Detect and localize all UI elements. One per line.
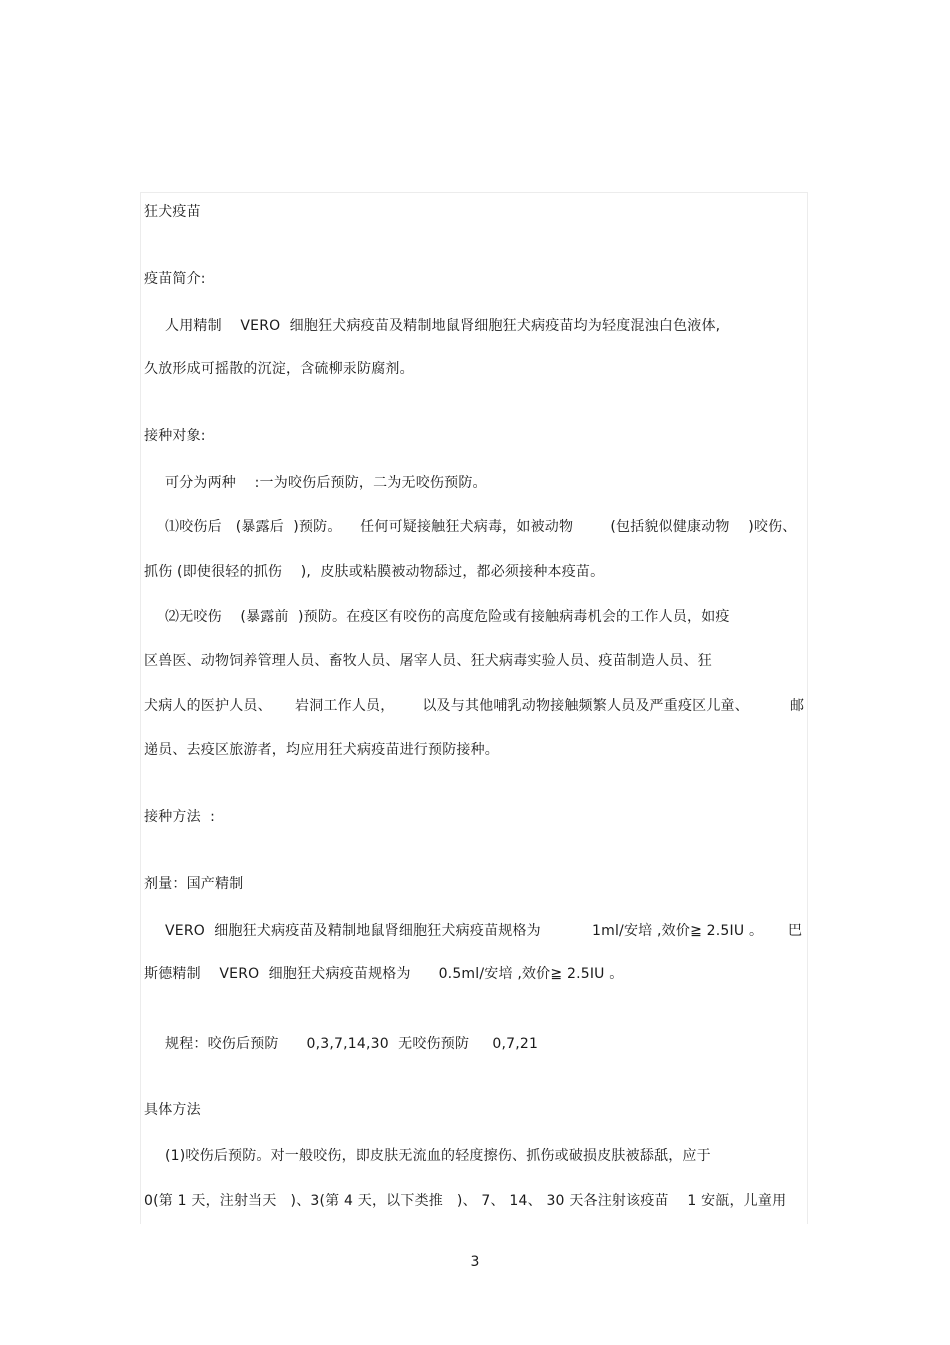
target-line: 抓伤 (即使很轻的抓伤 ), 皮肤或粘膜被动物舔过，都必须接种本疫苗。 [144, 564, 605, 580]
target-line: 犬病人的医护人员、 岩洞工作人员， 以及与其他哺乳动物接触频繁人员及严重疫区儿童、 [144, 698, 749, 714]
intro-line: 人用精制 VERO 细胞狂犬病疫苗及精制地鼠肾细胞狂犬病疫苗均为轻度混浊白色液体, [165, 318, 721, 334]
dose-line-end: 巴 [788, 923, 803, 939]
page-number: 3 [470, 1254, 480, 1270]
specific-line: 0(第 1 天，注射当天 )、3(第 4 天，以下类推 )、 7、 14、 30 天各注射该疫苗 1 安瓿，儿童用 [144, 1193, 787, 1209]
target-line: ⑵无咬伤 (暴露前 )预防。在疫区有咬伤的高度危险或有接触病毒机会的工作人员，如疫 [165, 609, 730, 625]
specific-line: (1)咬伤后预防。对一般咬伤，即皮肤无流血的轻度擦伤、抓伤或破损皮肤被舔舐，应于 [165, 1148, 711, 1164]
target-line: ⑴咬伤后 (暴露后 )预防。 任何可疑接触狂犬病毒，如被动物 (包括貌似健康动物 )咬伤、 [165, 519, 797, 535]
intro-line: 久放形成可摇散的沉淀，含硫柳汞防腐剂。 [144, 361, 414, 377]
target-line: 区兽医、动物饲养管理人员、畜牧人员、屠宰人员、狂犬病毒实验人员、疫苗制造人员、狂 [144, 653, 712, 669]
method-heading: 接种方法 : [144, 809, 216, 825]
specific-heading: 具体方法 [144, 1102, 201, 1118]
dose-line: VERO 细胞狂犬病疫苗及精制地鼠肾细胞狂犬病疫苗规格为 1ml/安培 ,效价≧ 2.5IU 。 [165, 923, 764, 939]
dose-line: 斯德精制 VERO 细胞狂犬病疫苗规格为 0.5ml/安培 ,效价≧ 2.5IU 。 [144, 966, 624, 982]
target-line-end: 邮 [790, 698, 805, 714]
dose-heading: 剂量：国产精制 [144, 876, 244, 892]
schedule-line: 规程：咬伤后预防 0,3,7,14,30 无咬伤预防 0,7,21 [165, 1036, 539, 1052]
target-line: 可分为两种 :一为咬伤后预防，二为无咬伤预防。 [165, 475, 487, 491]
target-heading: 接种对象: [144, 428, 206, 444]
intro-heading: 疫苗简介: [144, 271, 206, 287]
document-title: 狂犬疫苗 [144, 204, 201, 220]
target-line: 递员、去疫区旅游者，均应用狂犬病疫苗进行预防接种。 [144, 742, 499, 758]
